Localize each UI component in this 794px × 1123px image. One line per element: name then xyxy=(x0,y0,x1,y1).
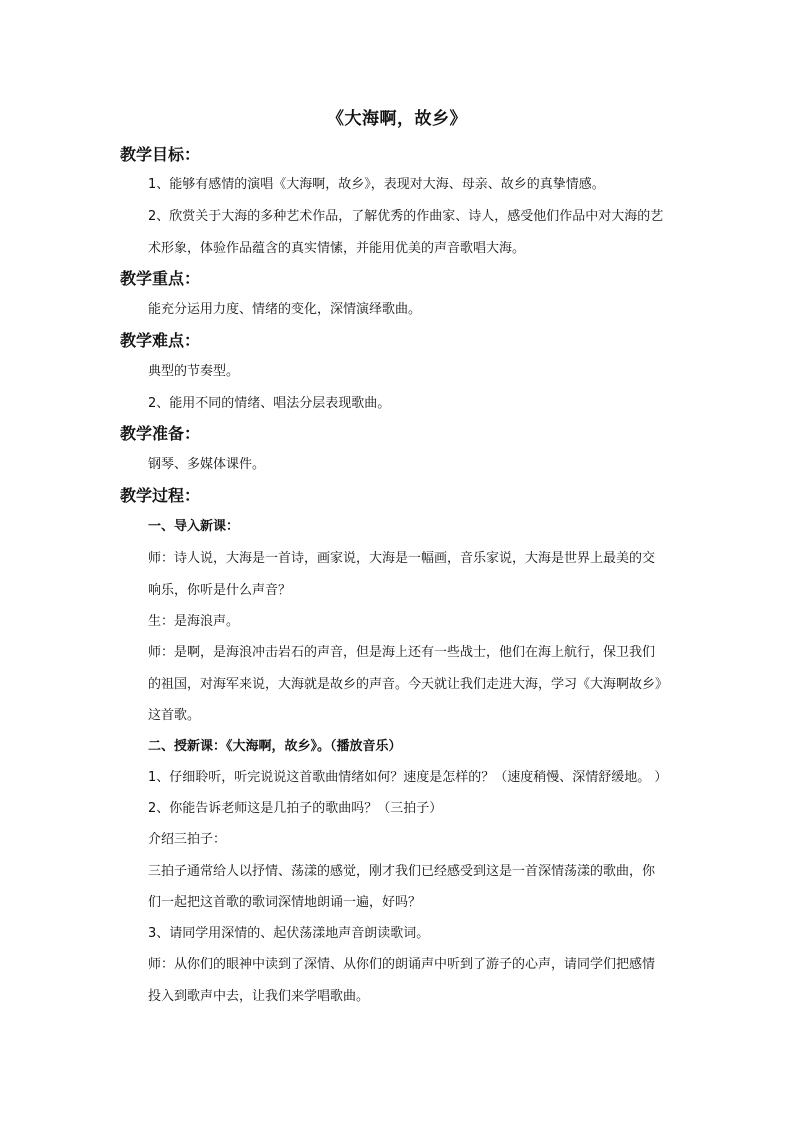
paragraph-line: 投入到歌声中去，让我们来学唱歌曲。 xyxy=(148,989,370,1004)
paragraph-line: 钢琴、多媒体课件。 xyxy=(148,457,266,472)
paragraph-line: 1、仔细聆听，听完说说这首歌曲情绪如何？速度是怎样的？（速度稍慢、深情舒缓地。 ） xyxy=(148,770,668,785)
paragraph-line: 1、能够有感情的演唱《大海啊，故乡》，表现对大海、母亲、故乡的真挚情感。 xyxy=(148,177,605,192)
paragraph-line: 师：是啊，是海浪冲击岩石的声音，但是海上还有一些战士，他们在海上航行，保卫我们 xyxy=(148,645,656,660)
document-title: 《大海啊，故乡》 xyxy=(327,109,467,129)
section-heading-process: 教学过程： xyxy=(120,486,201,505)
paragraph-line: 3、请同学用深情的、起伏荡漾地声音朗读歌词。 xyxy=(148,926,430,941)
section-heading-difficulties: 教学难点： xyxy=(120,331,201,350)
paragraph-line: 2、你能告诉老师这是几拍子的歌曲吗？（三拍子） xyxy=(148,801,443,816)
paragraph-line: 2、能用不同的情绪、唱法分层表现歌曲。 xyxy=(148,396,391,411)
paragraph-line: 能充分运用力度、情绪的变化，深情演绎歌曲。 xyxy=(148,302,422,317)
section-heading-key-points: 教学重点： xyxy=(120,269,201,288)
subheading-intro: 一、导入新课： xyxy=(148,519,240,534)
paragraph-line: 们一起把这首歌的歌词深情地朗诵一遍，好吗？ xyxy=(148,895,422,910)
paragraph-line: 术形象，体验作品蕴含的真实情愫，并能用优美的声音歌唱大海。 xyxy=(148,241,526,256)
paragraph-line: 师：诗人说，大海是一首诗，画家说，大海是一幅画，音乐家说，大海是世界上最美的交 xyxy=(148,551,656,566)
paragraph-line: 这首歌。 xyxy=(148,708,201,723)
section-heading-objectives: 教学目标： xyxy=(120,145,201,164)
paragraph-line: 介绍三拍子： xyxy=(148,832,227,847)
paragraph-line: 2、欣赏关于大海的多种艺术作品，了解优秀的作曲家、诗人，感受他们作品中对大海的艺 xyxy=(148,209,664,224)
paragraph-line: 三拍子通常给人以抒情、荡漾的感觉，刚才我们已经感受到这是一首深情荡漾的歌曲，你 xyxy=(148,864,656,879)
paragraph-line: 师：从你们的眼神中读到了深情、从你们的朗诵声中听到了游子的心声，请同学们把感情 xyxy=(148,957,656,972)
section-heading-preparation: 教学准备： xyxy=(120,424,201,443)
paragraph-line: 的祖国，对海军来说，大海就是故乡的声音。今天就让我们走进大海，学习《大海啊故乡》 xyxy=(148,677,669,692)
subheading-new-lesson: 二、授新课：《大海啊，故乡》。（播放音乐） xyxy=(148,739,402,754)
paragraph-line: 典型的节奏型。 xyxy=(148,364,240,379)
paragraph-line: 生：是海浪声。 xyxy=(148,614,240,629)
paragraph-line: 响乐，你听是什么声音？ xyxy=(148,583,292,598)
